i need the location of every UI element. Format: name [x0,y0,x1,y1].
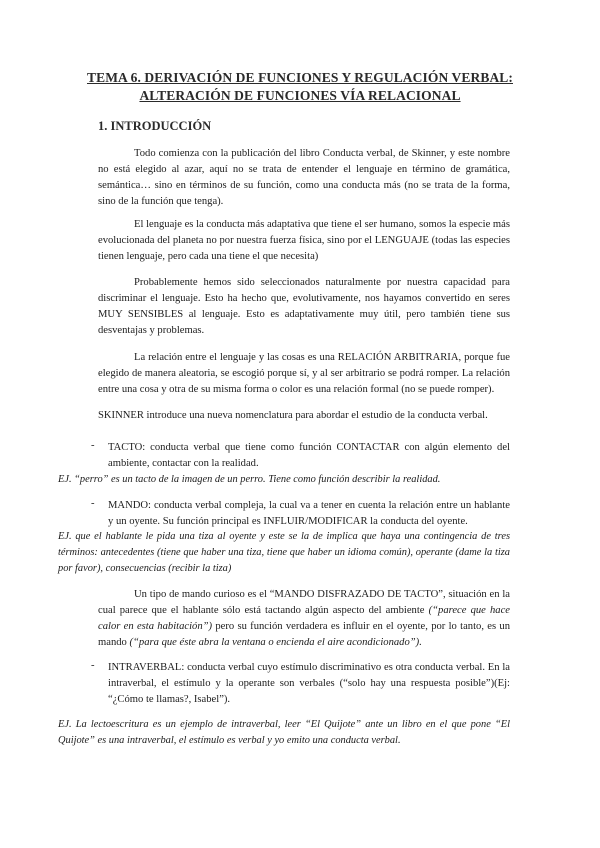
paragraph-3: Probablemente hemos sido seleccionados naturalmente por nuestra capacidad para discriminar el lenguaje. Esto ha hecho que, evolutivamente, nos hayamos convertido en seres MUY SENSIBLES al lenguaje. Esto es adaptativamente muy útil, pero también tiene sus desventajas y problemas. [98,277,510,336]
paragraph-6-text-b: pero su función verdadera es influir en el oyente, por lo tanto, es un mando [98,621,510,648]
mando-definition: MANDO: conducta verbal compleja, la cual va a tener en cuenta la relación entre un hablante y un oyente. Su función principal es INFLUIR/MODIFICAR la conducta del oyente. [108,500,510,527]
paragraph-6-quote-a: (“parece que hace calor en esta habitación”) [98,605,510,632]
paragraph-6-quote-b: (“para que éste abra la ventana o encienda el aire acondicionado”). [129,637,422,648]
intraverbal-definition: INTRAVERBAL: conducta verbal cuyo estímulo discriminativo es otra conducta verbal. En la intraverbal, el estímulo y la operante son verbales (“solo hay una respuesta posible”)(Ej: “¿Cómo te llamas?, Isabel”). [108,662,510,705]
paragraph-1: Todo comienza con la publicación del libro Conducta verbal, de Skinner, y este nombre no está elegido al azar, aquí no se trata de entender el lenguaje en término de gramática, semántica… sino en términos de su función, como una conducta más (no se trata de la forma, sino de la función que tenga). [98,148,510,207]
tacto-example: EJ. “perro” es un tacto de la imagen de un perro. Tiene como función describir la realidad. [58,474,441,485]
title-line-2: ALTERACIÓN DE FUNCIONES VÍA RELACIONAL [139,88,461,103]
intraverbal-example: EJ. La lectoescritura es un ejemplo de intraverbal, leer “El Quijote” ante un libro en el que pone “El Quijote” es una intraverbal, el estímulo es verbal y yo emito una conducta verbal. [58,719,510,746]
section-heading: 1. INTRODUCCIÓN [98,119,212,133]
title-line-1: TEMA 6. DERIVACIÓN DE FUNCIONES Y REGULACIÓN VERBAL: [86,70,513,85]
paragraph-6 [98,587,510,651]
bullet-marker: - [91,660,95,671]
bullet-marker: - [91,440,95,451]
bullet-marker: - [91,498,95,509]
paragraph-2: El lenguaje es la conducta más adaptativa que tiene el ser humano, somos la especie más evolucionada del planeta no por nuestra fuerza física, sino por el LENGUAJE (todas las especies tienen lenguaje, pero cada una tiene el que necesita) [98,219,510,262]
paragraph-4: La relación entre el lenguaje y las cosas es una RELACIÓN ARBITRARIA, porque fue elegido de manera aleatoria, se escogió porque sí, y al ser arbitrario se podrá romper. La relación entre una cosa y otra de su misma forma o color es una relación formal (no se puede romper). [98,352,510,395]
paragraph-6-text-a: Un tipo de mando curioso es el “MANDO DISFRAZADO DE TACTO”, situación en la cual parece que el hablante sólo está tactando algún aspecto del ambiente [98,589,510,616]
tacto-definition: TACTO: conducta verbal que tiene como función CONTACTAR con algún elemento del ambiente, contactar con la realidad. [108,442,510,469]
paragraph-5: SKINNER introduce una nueva nomenclatura para abordar el estudio de la conducta verbal. [98,410,488,421]
mando-example: EJ. que el hablante le pida una tiza al oyente y este se la de implica que haya una contingencia de tres términos: antecedentes (tiene que haber una tiza, tiene que haber un idioma común), operante (dame la tiza por favor), consecuencias (recibir la tiza) [58,531,510,574]
